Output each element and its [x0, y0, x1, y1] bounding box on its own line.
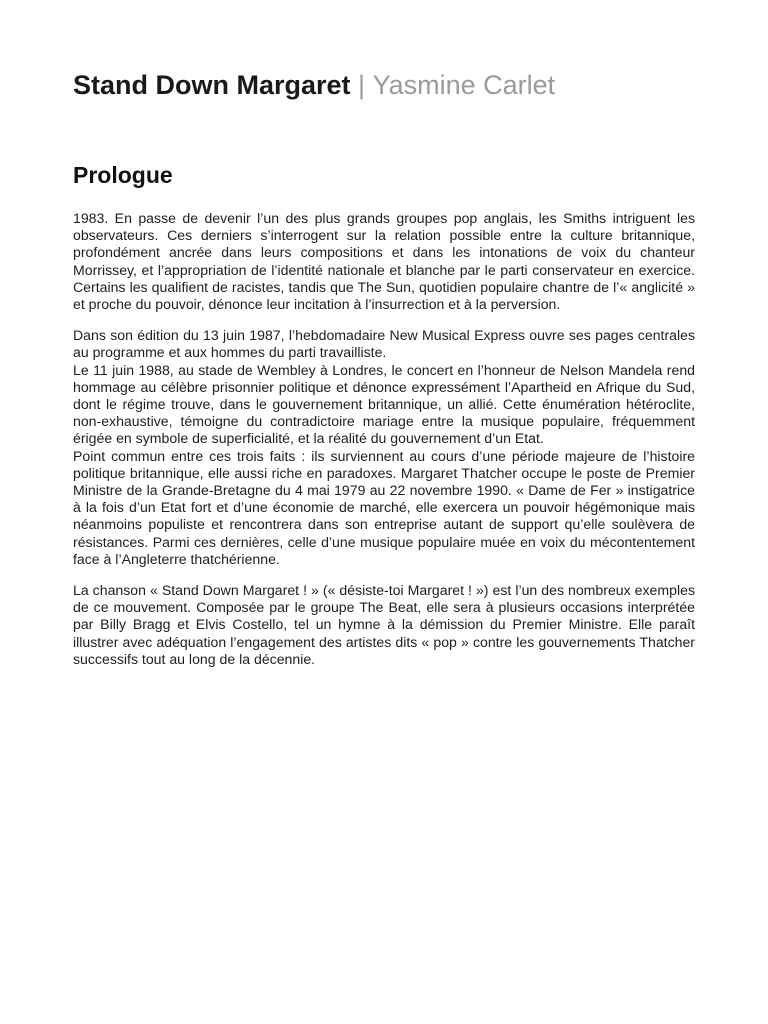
- paragraph: Dans son édition du 13 juin 1987, l’hebdomadaire New Musical Express ouvre ses pages centrales au programme et aux hommes du parti travailliste.: [73, 327, 695, 361]
- paragraph: Le 11 juin 1988, au stade de Wembley à Londres, le concert en l’honneur de Nelson Mandela rend hommage au célèbre prisonnier politique et dénonce expressément l’Apartheid en Afrique du Sud, dont le régime trouve, dans le gouvernement britannique, un allié. Cette énumération hétéroclite, non-exhaustive, témoigne du contradictoire mariage entre la musique populaire, fréquemment érigée en symbole de superficialité, et la réalité du gouvernement d’un Etat.: [73, 361, 695, 447]
- document-page: [73, 68, 695, 668]
- paragraph: 1983. En passe de devenir l’un des plus grands groupes pop anglais, les Smiths intriguent les observateurs. Ces derniers s’interrogent sur la relation possible entre la culture britannique, profondément ancrée dans leurs compositions et dans les intonations de voix du chanteur Morrissey, et l’appropriation de l’identité nationale et blanche par le parti conservateur en exercice. Certains les qualifient de racistes, tandis que The Sun, quotidien populaire chantre de l’« anglicité » et proche du pouvoir, dénonce leur incitation à l’insurrection et à la perversion.: [73, 210, 695, 313]
- title-text: Stand Down Margaret: [73, 70, 351, 100]
- paragraph: Point commun entre ces trois faits : ils surviennent au cours d’une période majeure de l’histoire politique britannique, elle aussi riche en paradoxes. Margaret Thatcher occupe le poste de Premier Ministre de la Grande-Bretagne du 4 mai 1979 au 22 novembre 1990. « Dame de Fer » instigatrice à la fois d’un Etat fort et d’une économie de marché, elle exercera un pouvoir hégémonique mais néanmoins populiste et rencontrera dans son entreprise autant de support qu’elle soulèvera de résistances. Parmi ces dernières, celle d’une musique populaire muée en voix du mécontentement face à l’Angleterre thatchérienne.: [73, 447, 695, 567]
- author-name: Yasmine Carlet: [372, 70, 556, 100]
- section-heading: Prologue: [73, 162, 173, 188]
- title-separator: |: [358, 70, 366, 100]
- paragraph: La chanson « Stand Down Margaret ! » (« désiste-toi Margaret ! ») est l’un des nombreux exemples de ce mouvement. Composée par le groupe The Beat, elle sera à plusieurs occasions interprétée par Billy Bragg et Elvis Costello, tel un hymne à la démission du Premier Ministre. Elle paraît illustrer avec adéquation l’engagement des artistes dits « pop » contre les gouvernements Thatcher successifs tout au long de la décennie.: [73, 582, 695, 667]
- document-title: [73, 68, 695, 102]
- body-text: [73, 210, 695, 668]
